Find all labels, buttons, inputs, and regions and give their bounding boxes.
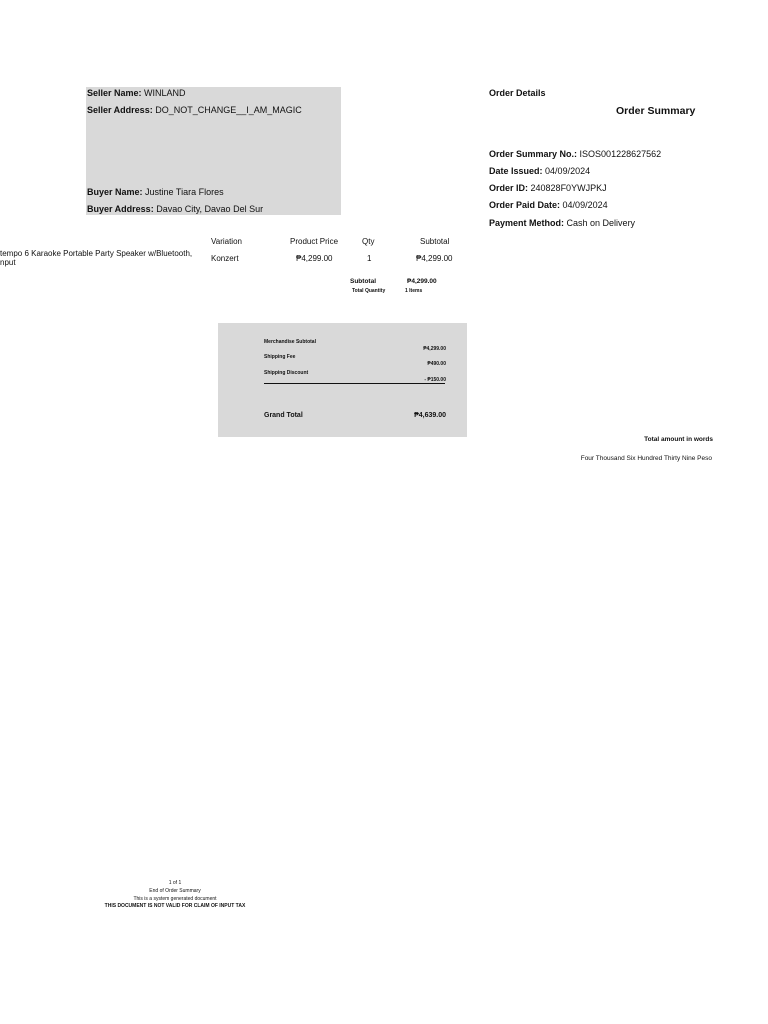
order-id-value: 240828F0YWJPKJ bbox=[530, 183, 607, 193]
shipping-fee-value: ₱490.00 bbox=[427, 361, 446, 367]
seller-name bbox=[87, 88, 186, 98]
order-paid-date-value: 04/09/2024 bbox=[562, 200, 608, 210]
buyer-address bbox=[87, 204, 263, 214]
total-quantity-value: 1 Items bbox=[405, 288, 423, 294]
grand-total-label: Grand Total bbox=[264, 412, 303, 419]
order-details-heading: Order Details bbox=[489, 88, 546, 98]
totals-divider bbox=[264, 383, 445, 384]
total-quantity-label: Total Quantity bbox=[352, 288, 386, 294]
header-subtotal: Subtotal bbox=[420, 237, 450, 246]
payment-method-label: Payment Method: bbox=[489, 218, 565, 228]
order-id-label: Order ID: bbox=[489, 183, 529, 193]
table-subtotal-value: ₱4,299.00 bbox=[407, 278, 437, 285]
seller-address-value: DO_NOT_CHANGE__I_AM_MAGIC bbox=[155, 105, 302, 115]
amount-in-words-value: Four Thousand Six Hundred Thirty Nine Peso bbox=[580, 455, 712, 462]
order-summary-heading: Order Summary bbox=[616, 105, 696, 117]
order-paid-date bbox=[489, 200, 608, 210]
order-summary-no-label: Order Summary No.: bbox=[489, 149, 578, 159]
buyer-address-value: Davao City, Davao Del Sur bbox=[156, 204, 264, 214]
table-subtotal-label: Subtotal bbox=[350, 278, 376, 285]
payment-method-value: Cash on Delivery bbox=[566, 218, 636, 228]
footer-page-number: 1 of 1 bbox=[168, 880, 182, 886]
grand-total-value: ₱4,639.00 bbox=[414, 412, 446, 419]
order-summary-no bbox=[489, 149, 661, 159]
seller-address-label: Seller Address: bbox=[87, 105, 153, 115]
order-paid-date-label: Order Paid Date: bbox=[489, 200, 561, 210]
amount-in-words-label: Total amount in words bbox=[644, 436, 713, 443]
product-name-line1: tempo 6 Karaoke Portable Party Speaker w/Bluetooth, bbox=[0, 249, 193, 258]
buyer-name-label: Buyer Name: bbox=[87, 187, 143, 197]
seller-name-label: Seller Name: bbox=[87, 88, 142, 98]
footer-end-text: End of Order Summary bbox=[149, 888, 201, 894]
footer-tax-notice: THIS DOCUMENT IS NOT VALID FOR CLAIM OF INPUT TAX bbox=[104, 903, 246, 909]
date-issued-value: 04/09/2024 bbox=[545, 166, 591, 176]
merchandise-subtotal-label: Merchandise Subtotal bbox=[264, 339, 316, 345]
payment-method bbox=[489, 218, 635, 228]
order-id bbox=[489, 183, 607, 193]
merchandise-subtotal-value: ₱4,299.00 bbox=[423, 346, 446, 352]
shipping-fee-label: Shipping Fee bbox=[264, 354, 296, 360]
date-issued-label: Date Issued: bbox=[489, 166, 543, 176]
shipping-discount-value: - ₱150.00 bbox=[424, 377, 446, 383]
footer bbox=[60, 879, 290, 910]
date-issued bbox=[489, 166, 590, 176]
row-subtotal: ₱4,299.00 bbox=[416, 254, 453, 263]
header-product-price: Product Price bbox=[290, 237, 339, 246]
footer-system-text: This is a system generated document bbox=[133, 896, 217, 902]
row-price: ₱4,299.00 bbox=[296, 254, 333, 263]
row-qty: 1 bbox=[367, 254, 372, 263]
buyer-name-value: Justine Tiara Flores bbox=[145, 187, 224, 197]
seller-name-value: WINLAND bbox=[144, 88, 186, 98]
buyer-address-label: Buyer Address: bbox=[87, 204, 154, 214]
product-name-line2: nput bbox=[0, 258, 16, 267]
order-summary-no-value: ISOS001228627562 bbox=[579, 149, 662, 159]
header-qty: Qty bbox=[362, 237, 375, 246]
header-variation: Variation bbox=[211, 237, 242, 246]
row-variation: Konzert bbox=[211, 254, 239, 263]
seller-address bbox=[87, 105, 302, 115]
buyer-name bbox=[87, 187, 224, 197]
shipping-discount-label: Shipping Discount bbox=[264, 370, 309, 376]
